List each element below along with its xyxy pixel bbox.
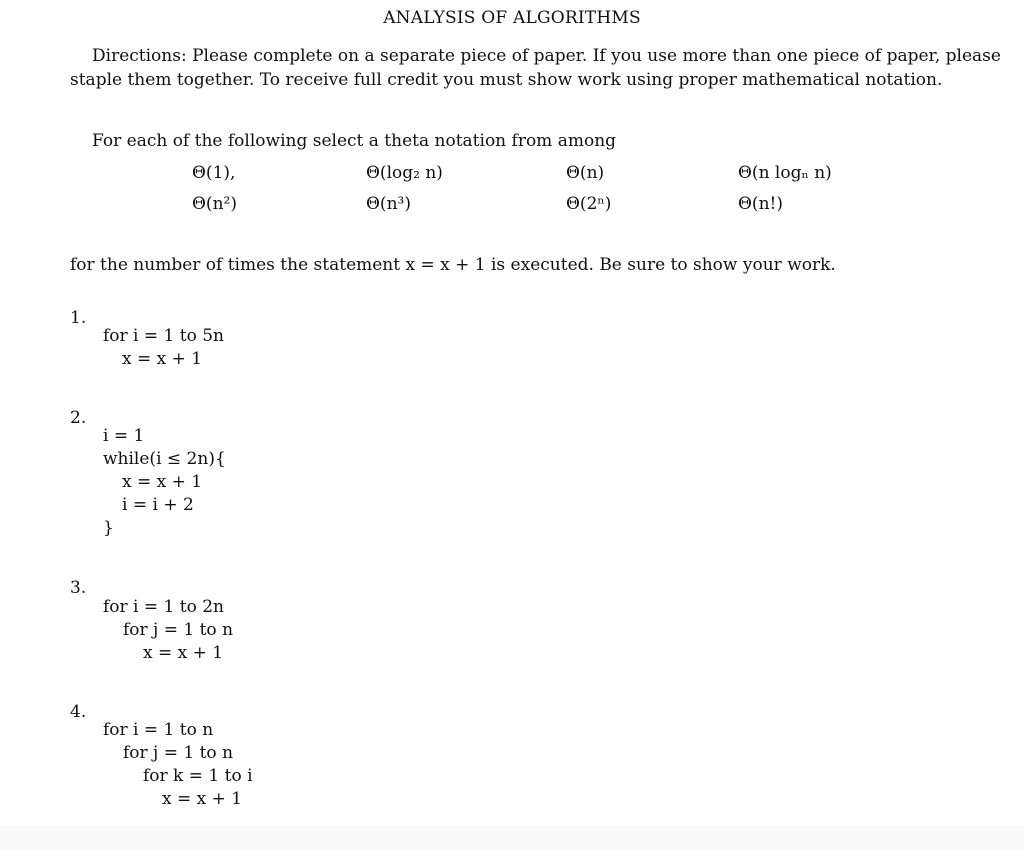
problem-2-line-2: while(i ≤ 2n){ [103, 449, 226, 469]
problem-2-line-1: i = 1 [103, 426, 145, 446]
option-theta-2n: Θ(2ⁿ) [566, 194, 612, 214]
directions-line-2: staple them together. To receive full credit you must show work using proper mathematical notation. [70, 70, 943, 90]
problem-1-number: 1. [70, 308, 87, 328]
problem-2-number: 2. [70, 408, 87, 428]
option-theta-log2n: Θ(log₂ n) [366, 163, 443, 183]
directions-line-1: Directions: Please complete on a separate piece of paper. If you use more than one piece of paper, please [92, 46, 1001, 66]
problem-3-line-2: for j = 1 to n [123, 620, 234, 640]
option-theta-n: Θ(n) [566, 163, 605, 183]
option-theta-1: Θ(1), [192, 163, 236, 183]
problem-1-line-2: x = x + 1 [122, 349, 203, 369]
problem-4-line-3: for k = 1 to i [143, 766, 253, 786]
option-theta-nfact: Θ(n!) [738, 194, 783, 214]
option-theta-n3: Θ(n³) [366, 194, 411, 214]
problem-4-number: 4. [70, 702, 87, 722]
theta-intro: For each of the following select a theta notation from among [92, 131, 617, 151]
problem-2-line-5: } [103, 518, 114, 538]
instruction-line: for the number of times the statement x = x + 1 is executed. Be sure to show your work. [70, 255, 836, 275]
problem-2-line-3: x = x + 1 [122, 472, 203, 492]
option-theta-nlogn: Θ(n logₙ n) [738, 163, 832, 183]
problem-4-line-2: for j = 1 to n [123, 743, 234, 763]
page-bottom-band [0, 826, 1024, 850]
problem-1-line-1: for i = 1 to 5n [103, 326, 225, 346]
problem-2-line-4: i = i + 2 [122, 495, 194, 515]
problem-3-number: 3. [70, 578, 87, 598]
problem-3-line-1: for i = 1 to 2n [103, 597, 225, 617]
option-theta-n2: Θ(n²) [192, 194, 237, 214]
problem-4-line-1: for i = 1 to n [103, 720, 214, 740]
problem-3-line-3: x = x + 1 [143, 643, 224, 663]
page-title: ANALYSIS OF ALGORITHMS [383, 8, 641, 28]
problem-4-line-4: x = x + 1 [162, 789, 243, 809]
